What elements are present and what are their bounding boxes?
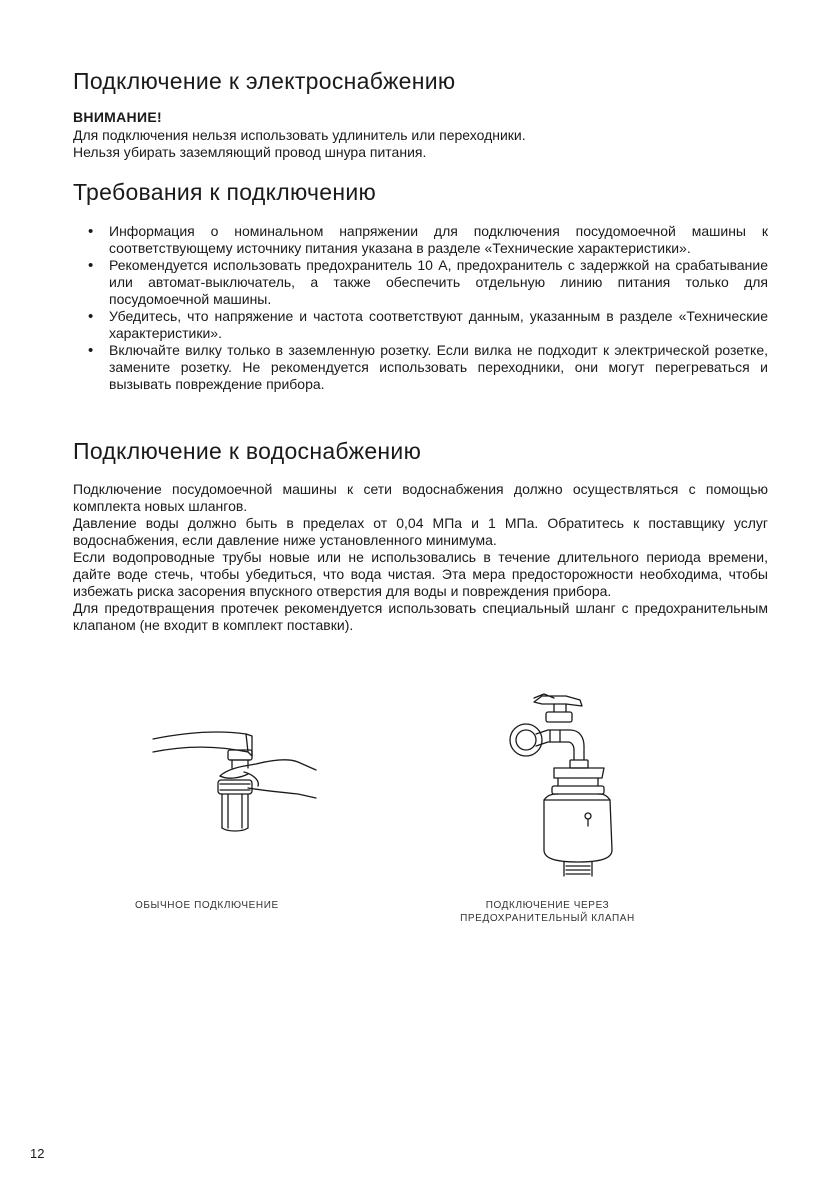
list-item: • Информация о номинальном напряжении для подключения посудомоечной машины к соответствующему источнику питания указана в разделе «Технические характеристики». <box>88 223 768 257</box>
power-section-title: Подключение к электроснабжению <box>73 68 456 94</box>
requirements-list <box>88 223 768 393</box>
safety-valve-illustration <box>498 690 618 880</box>
warning-line-1: Для подключения нельзя использовать удлинитель или переходники. <box>73 127 526 143</box>
water-paragraph: Подключение посудомоечной машины к сети водоснабжения должно осуществляться с помощью комплекта новых шлангов. <box>73 481 768 514</box>
list-item: • Включайте вилку только в заземленную розетку. Если вилка не подходит к электрической розетке, замените розетку. Не рекомендуется использовать переходники, они могут перегреваться и вызывать повреждение прибора. <box>88 342 768 393</box>
water-text <box>73 481 768 634</box>
water-section-title: Подключение к водоснабжению <box>73 438 422 464</box>
page-number: 12 <box>30 1146 45 1161</box>
water-paragraph: Давление воды должно быть в пределах от 0,04 МПа и 1 МПа. Обратитесь к поставщику услуг водоснабжения, если давление ниже установленного минимума. <box>73 515 768 548</box>
list-item: • Убедитесь, что напряжение и частота соответствуют данным, указанным в разделе «Технические характеристики». <box>88 308 768 342</box>
safety-valve-caption-line-2: ПРЕДОХРАНИТЕЛЬНЫЙ КЛАПАН <box>460 913 635 924</box>
warning-title: ВНИМАНИЕ! <box>73 109 162 125</box>
list-item: • Рекомендуется использовать предохранитель 10 А, предохранитель с задержкой на срабатывание или автомат-выключатель, а также обеспечить отдельную линию питания только для посудомоечной машины. <box>88 257 768 308</box>
safety-valve-caption-line-1: ПОДКЛЮЧЕНИЕ ЧЕРЕЗ <box>485 900 610 911</box>
safety-valve-caption <box>430 899 665 925</box>
normal-connection-illustration <box>148 728 328 858</box>
warning-text <box>73 127 768 161</box>
warning-line-2: Нельзя убирать заземляющий провод шнура питания. <box>73 144 427 160</box>
water-paragraph: Если водопроводные трубы новые или не использовались в течение длительного периода времени, дайте воде стечь, чтобы убедиться, что вода чистая. Эта мера предосторожности необходима, чтобы избежать риска засорения впускного отверстия для воды и повреждения прибора. <box>73 549 768 599</box>
water-paragraph: Для предотвращения протечек рекомендуется использовать специальный шланг с предохранительным клапаном (не входит в комплект поставки). <box>73 600 768 633</box>
requirements-section-title: Требования к подключению <box>73 179 377 205</box>
normal-connection-caption: ОБЫЧНОЕ ПОДКЛЮЧЕНИЕ <box>135 900 279 911</box>
